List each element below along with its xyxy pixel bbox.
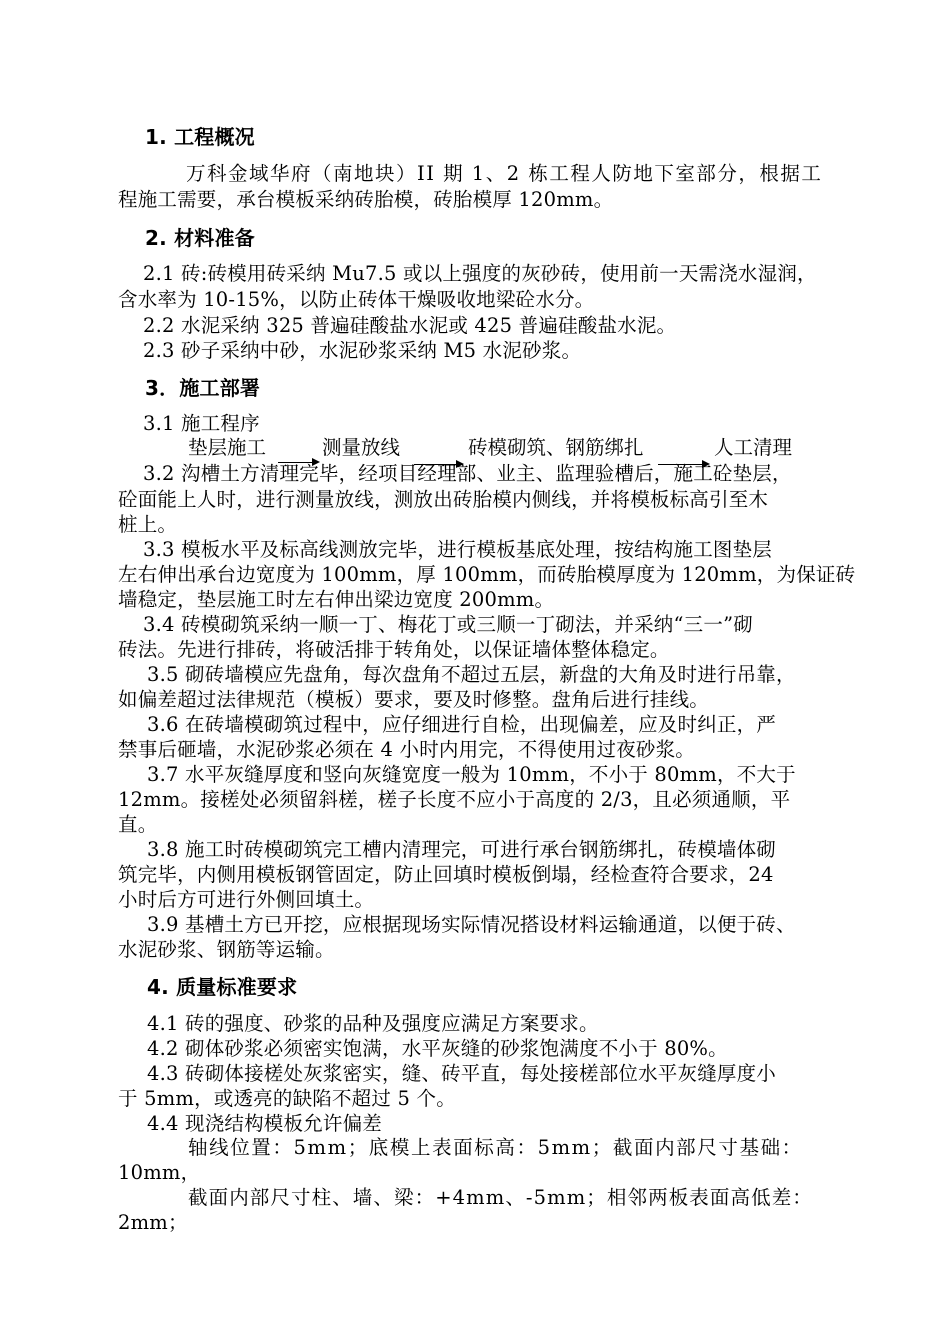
subsection-title: 3.1 施工程序 [143,412,260,435]
paragraph-line: 小时后方可进行外侧回填土。 [118,888,375,911]
paragraph-line: 于 5mm，或透亮的缺陷不超过 5 个。 [118,1087,456,1110]
paragraph-line: 12mm。接槎处必须留斜槎，槎子长度不应小于高度的 2/3，且必须通顺，平 [118,788,791,811]
paragraph-line: 如偏差超过法律规范（模板）要求，要及时修整。盘角后进行挂线。 [118,688,710,711]
paragraph-line: 左右伸出承台边宽度为 100mm，厚 100mm，而砖胎模厚度为 120mm，为保证砖 [118,563,856,586]
paragraph-line: 直。 [118,813,158,836]
paragraph-line: 3.7 水平灰缝厚度和竖向灰缝宽度一般为 10mm，不小于 80mm，不大于 [147,763,796,786]
paragraph-line: 截面内部尺寸柱、墙、梁：+4mm、-5mm；相邻两板表面高低差： [188,1186,813,1209]
paragraph-line: 砖法。先进行排砖，将破活排于转角处，以保证墙体整体稳定。 [118,638,670,661]
flow-step: 垫层施工 [188,436,267,459]
paragraph-line: 10mm， [118,1161,201,1184]
paragraph-line: 3.9 基槽土方已开挖，应根据现场实际情况搭设材料运输通道，以便于砖、 [147,913,796,936]
flow-step: 砖模砌筑、钢筋绑扎 [468,436,644,459]
paragraph-line: 3.5 砌砖墙模应先盘角，每次盘角不超过五层，新盘的大角及时进行吊靠， [147,663,796,686]
paragraph-line: 4.1 砖的强度、砂浆的品种及强度应满足方案要求。 [147,1012,599,1035]
paragraph-line: 2.2 水泥采纳 325 普遍硅酸盐水泥或 425 普遍硅酸盐水泥。 [143,314,677,337]
paragraph-line: 2.3 砂子采纳中砂，水泥砂浆采纳 M5 水泥砂浆。 [143,339,582,362]
paragraph-line: 桩上。 [118,513,178,536]
paragraph-line: 含水率为 10-15%，以防止砖体干燥吸收地梁砼水分。 [118,288,595,311]
paragraph-line: 禁事后砸墙，水泥砂浆必须在 4 小时内用完，不得使用过夜砂浆。 [118,738,696,761]
paragraph-line: 4.2 砌体砂浆必须密实饱满，水平灰缝的砂浆饱满度不小于 80%。 [147,1037,728,1060]
section-4-heading: 4. 质量标准要求 [147,975,298,999]
paragraph-line: 万科金域华府（南地块）II 期 1、2 栋工程人防地下室部分，根据工 [186,162,823,185]
paragraph-line: 程施工需要，承台模板采纳砖胎模，砖胎模厚 120mm。 [118,188,614,211]
section-3-heading: 3．施工部署 [145,376,261,400]
paragraph-line: 2mm； [118,1211,188,1234]
paragraph-line: 3.4 砖模砌筑采纳一顺一丁、梅花丁或三顺一丁砌法，并采纳“三一”砌 [143,613,753,636]
subsection-title: 4.4 现浇结构模板允许偏差 [147,1112,383,1135]
paragraph-line: 3.6 在砖墙模砌筑过程中，应仔细进行自检，出现偏差，应及时纠正，严 [147,713,777,736]
section-1-heading: 1. 工程概况 [145,125,255,149]
paragraph-line: 筑完毕，内侧用模板钢管固定，防止回填时模板倒塌，经检查符合要求，24 [118,863,774,886]
flow-step: 人工清理 [714,436,793,459]
paragraph-line: 2.1 砖:砖模用砖采纳 Mu7.5 或以上强度的灰砂砖，使用前一天需浇水湿润， [143,262,817,285]
paragraph-line: 4.3 砖砌体接槎处灰浆密实，缝、砖平直，每处接槎部位水平灰缝厚度小 [147,1062,777,1085]
paragraph-line: 3.2 沟槽土方清理完毕，经项目经理部、业主、监理验槽后，施工砼垫层， [143,462,792,485]
paragraph-line: 水泥砂浆、钢筋等运输。 [118,938,335,961]
flow-step: 测量放线 [322,436,401,459]
paragraph-line: 墙稳定，垫层施工时左右伸出梁边宽度 200mm。 [118,588,555,611]
paragraph-line: 3.8 施工时砖模砌筑完工槽内清理完，可进行承台钢筋绑扎，砖模墙体砌 [147,838,777,861]
paragraph-line: 轴线位置：5mm；底模上表面标高：5mm；截面内部尺寸基础： [188,1136,803,1159]
paragraph-line: 3.3 模板水平及标高线测放完毕，进行模板基底处理，按结构施工图垫层 [143,538,773,561]
paragraph-line: 砼面能上人时，进行测量放线，测放出砖胎模内侧线，并将模板标高引至木 [118,488,769,511]
section-2-heading: 2. 材料准备 [145,226,255,250]
